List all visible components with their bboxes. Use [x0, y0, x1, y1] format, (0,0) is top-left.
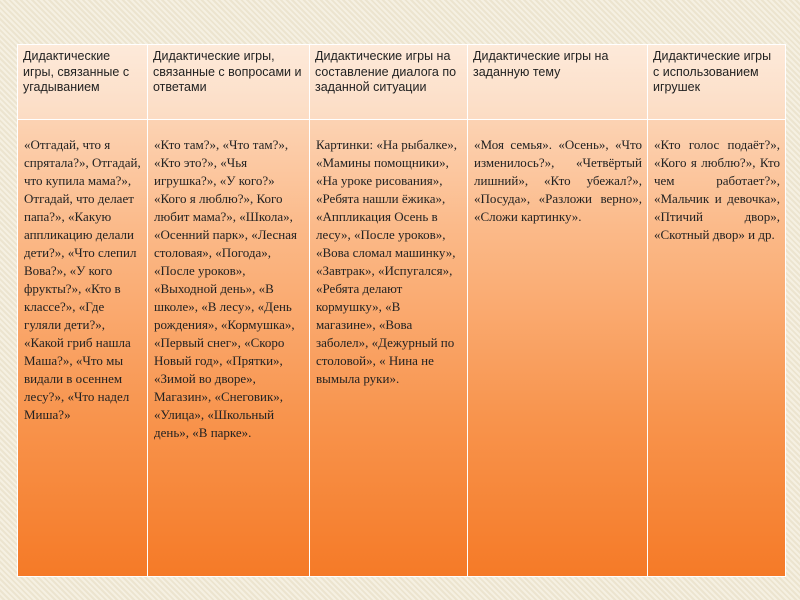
cell-topic-games: «Моя семья». «Осень», «Что изменилось?», «Четвёртый лишний», «Кто убежал?», «Посуда», «Разложи верно», «Сложи картинку».: [468, 120, 648, 577]
didactic-games-table: [17, 44, 786, 577]
cell-dialogue-games: Картинки: «На рыбалке», «Мамины помощники», «На уроке рисования», «Ребята нашли ёжика», «Аппликация Осень в лесу», «После уроков», «Вова сломал машинку», «Завтрак», «Испугался», «Ребята делают кормушку», «В магазине», «Вова заболел», «Дежурный по столовой», « Нина не вымыла руки».: [310, 120, 468, 577]
header-cell-guessing: Дидактические игры, связанные с угадыванием: [18, 45, 148, 120]
cell-toy-games: «Кто голос подаёт?», «Кого я люблю?», Кто чем работает?», «Мальчик и девочка», «Птичий двор», «Скотный двор» и др.: [648, 120, 786, 577]
table-row: [18, 120, 786, 577]
header-cell-questions-answers: Дидактические игры, связанные с вопросами и ответами: [148, 45, 310, 120]
cell-guessing-games: «Отгадай, что я спрятала?», Отгадай, что купила мама?», Отгадай, что делает папа?», «Какую аппликацию делали дети?», «Что слепил Вова?», «У кого фрукты?», «Кто в классе?», «Где гуляли дети?», «Какой гриб нашла Маша?», «Что мы видали в осеннем лесу?», «Что надел Миша?»: [18, 120, 148, 577]
cell-question-games: «Кто там?», «Что там?», «Кто это?», «Чья игрушка?», «У кого?» «Кого я люблю?», Кого любит мама?», «Школа», «Осенний парк», «Лесная столовая», «Погода», «После уроков», «Выходной день», «В школе», «В лесу», «День рождения», «Кормушка», «Первый снег», «Скоро Новый год», «Прятки», «Зимой во дворе», Магазин», «Снеговик», «Улица», «Школьный день», «В парке».: [148, 120, 310, 577]
header-cell-given-topic: Дидактические игры на заданную тему: [468, 45, 648, 120]
table-header-row: [18, 45, 786, 120]
header-cell-dialogue: Дидактические игры на составление диалога по заданной ситуации: [310, 45, 468, 120]
header-cell-toys: Дидактические игры с использованием игрушек: [648, 45, 786, 120]
